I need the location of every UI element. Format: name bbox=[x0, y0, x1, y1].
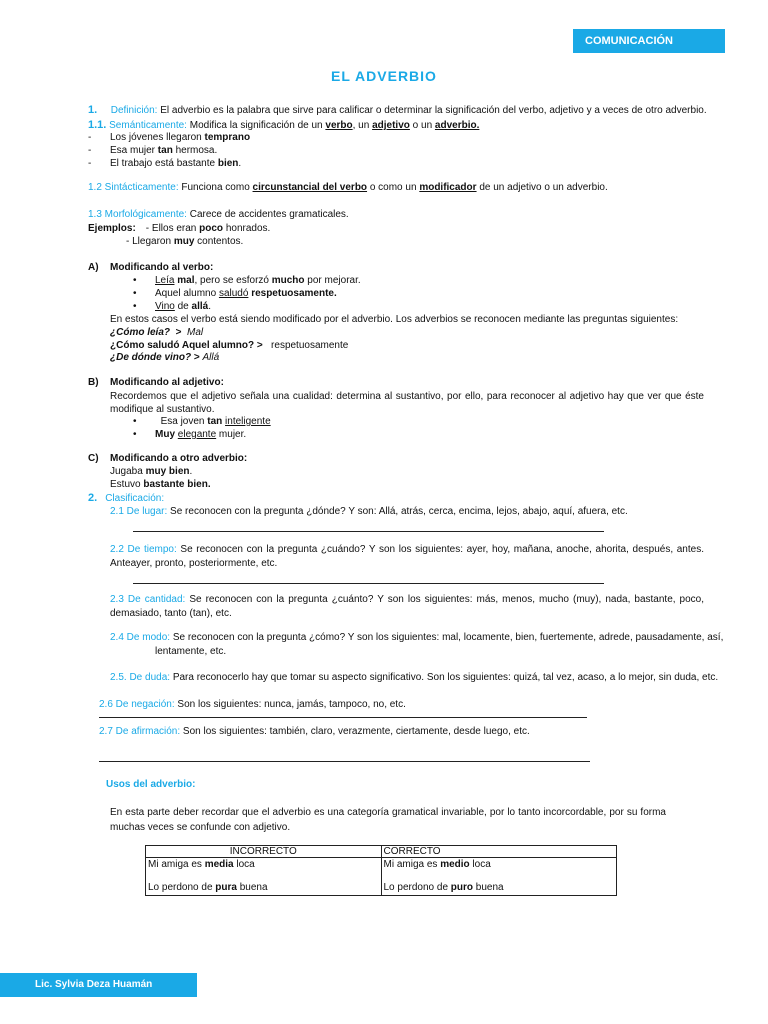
section-de-cantidad: 2.3 De cantidad: Se reconocen con la pregunta ¿cuánto? Y son los siguientes: más, menos, mucho (muy), nada, bastante, poco, demasiado, tanto (tan), etc. bbox=[110, 594, 705, 619]
section-morfologicamente: 1.3 Morfológicamente: Carece de accidentes gramaticales. bbox=[88, 209, 349, 220]
section-b-letter: B) bbox=[88, 377, 99, 388]
section-semanticamente: 1.1. Semánticamente: Modifica la significación de un verbo, un adjetivo o un adverbio. bbox=[88, 119, 480, 131]
examples-line-1: Ejemplos: - Ellos eran poco honrados. bbox=[88, 223, 271, 234]
section-de-lugar: 2.1 De lugar: Se reconocen con la pregunta ¿dónde? Y son: Allá, atrás, cerca, encima, lejos, abajo, aquí, afuera, etc. bbox=[110, 506, 628, 517]
list-item: - Los jóvenes llegaron temprano bbox=[88, 132, 251, 143]
section-de-modo: 2.4 De modo: Se reconocen con la pregunta ¿cómo? Y son los siguientes: mal, locamente, bien, fuertemente, adrede, pausadamente, así, bbox=[110, 632, 724, 643]
list-item: - Esa mujer tan hermosa. bbox=[88, 145, 218, 156]
header-correcto: CORRECTO bbox=[381, 846, 617, 858]
answer-line bbox=[133, 583, 604, 584]
list-item: • Aquel alumno saludó respetuosamente. bbox=[133, 288, 337, 299]
usage-table bbox=[145, 845, 617, 896]
list-item: • Vino de allá. bbox=[133, 301, 211, 312]
subject-badge: COMUNICACIÓN bbox=[573, 29, 725, 53]
section-c-line-2: Estuvo bastante bien. bbox=[110, 479, 211, 490]
usos-text: En esta parte deber recordar que el adverbio es una categoría gramatical invariable, por lo tanto incorcordable, por su forma muchas veces se confunde con adjetivo. bbox=[110, 807, 666, 833]
section-de-afirmacion: 2.7 De afirmación: Son los siguientes: también, claro, verazmente, ciertamente, desde luego, etc. bbox=[99, 726, 530, 737]
section-a-letter: A) bbox=[88, 262, 99, 273]
section-de-tiempo: 2.2 De tiempo: Se reconocen con la pregunta ¿cuándo? Y son los siguientes: ayer, hoy, mañana, anoche, ahorita, después, antes. Anteayer, pronto, posteriormente, etc. bbox=[110, 544, 704, 569]
section-a-title: Modificando al verbo: bbox=[110, 262, 214, 273]
list-item: - El trabajo está bastante bien. bbox=[88, 158, 242, 169]
header-incorrecto: INCORRECTO bbox=[146, 846, 382, 858]
section-c-letter: C) bbox=[88, 453, 99, 464]
page-title: EL ADVERBIO bbox=[331, 68, 437, 84]
examples-line-2: - Llegaron muy contentos. bbox=[126, 236, 244, 247]
table-row bbox=[146, 846, 617, 858]
usos-title: Usos del adverbio: bbox=[106, 779, 196, 790]
author-badge: Lic. Sylvia Deza Huamán bbox=[0, 973, 197, 997]
section-a-note: En estos casos el verbo está siendo modificado por el adverbio. Los adverbios se reconocen mediante las preguntas siguientes: bbox=[110, 314, 679, 325]
table-row bbox=[146, 858, 617, 896]
cell-correcto: Mi amiga es medio loca Lo perdono de puro buena bbox=[381, 858, 617, 896]
section-de-modo-cont: lentamente, etc. bbox=[155, 646, 227, 657]
answer-line bbox=[99, 717, 587, 718]
section-de-negacion: 2.6 De negación: Son los siguientes: nunca, jamás, tampoco, no, etc. bbox=[99, 699, 406, 710]
section-sintacticamente: 1.2 Sintácticamente: Funciona como circunstancial del verbo o como un modificador de un adjetivo o un adverbio. bbox=[88, 182, 608, 193]
answer-line bbox=[99, 761, 590, 762]
question-3: ¿De dónde vino? > Allá bbox=[110, 352, 220, 363]
list-item: • Leía mal, pero se esforzó mucho por mejorar. bbox=[133, 275, 361, 286]
section-b-text: Recordemos que el adjetivo señala una cualidad: determina al sustantivo, por ello, para reconocer al adjetivo hay que ver que éste modifique al sustantivo. bbox=[110, 391, 704, 415]
section-de-duda: 2.5. De duda: Para reconocerlo hay que tomar su aspecto significativo. Son los siguientes: quizá, tal vez, acaso, a lo mejor, sin duda, etc. bbox=[110, 672, 719, 683]
cell-incorrecto: Mi amiga es media loca Lo perdono de pura buena bbox=[146, 858, 382, 896]
section-clasificacion: 2. Clasificación: bbox=[88, 492, 165, 504]
section-definicion: 1. Definición: El adverbio es la palabra que sirve para calificar o determinar la significación del verbo, adjetivo y a veces de otro adverbio. bbox=[88, 104, 707, 116]
list-item: • Esa joven tan inteligente bbox=[133, 416, 271, 427]
section-b-title: Modificando al adjetivo: bbox=[110, 377, 224, 388]
section-c-title: Modificando a otro adverbio: bbox=[110, 453, 248, 464]
question-1: ¿Cómo leía? > Mal bbox=[110, 327, 204, 338]
list-item: • Muy elegante mujer. bbox=[133, 429, 247, 440]
answer-line bbox=[133, 531, 604, 532]
question-2: ¿Cómo saludó Aquel alumno? > respetuosamente bbox=[110, 340, 349, 351]
section-c-line-1: Jugaba muy bien. bbox=[110, 466, 193, 477]
